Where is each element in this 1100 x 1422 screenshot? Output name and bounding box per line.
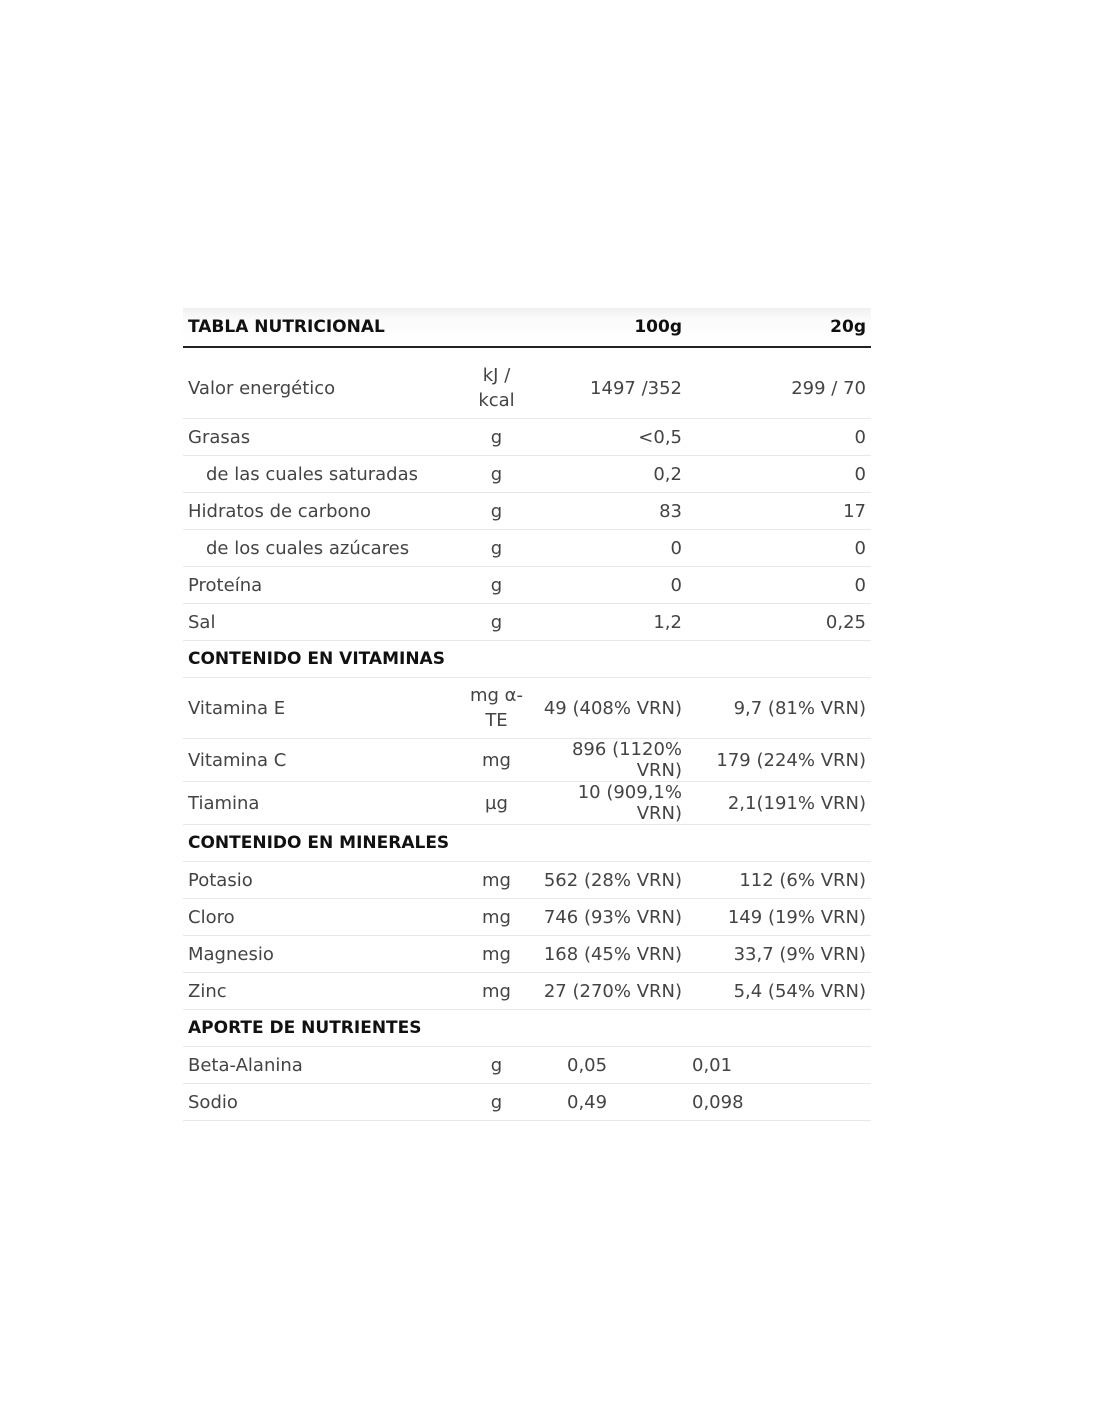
value-100g: 1,2 [533, 604, 687, 641]
table-row-saturadas [183, 456, 871, 493]
table-row-tiamina [183, 782, 871, 825]
value-20g: 0 [687, 530, 871, 567]
nutrient-name: Grasas [183, 419, 460, 456]
nutrient-unit: mg [460, 862, 533, 899]
value-20g: 0 [687, 456, 871, 493]
header-spacer [183, 347, 871, 358]
nutrient-unit: g [460, 1047, 533, 1084]
nutrient-name: Valor energético [183, 358, 460, 419]
nutrient-unit [460, 358, 533, 419]
nutrient-name: Zinc [183, 973, 460, 1010]
value-100g: 83 [533, 493, 687, 530]
section-title: CONTENIDO EN MINERALES [183, 825, 871, 862]
table-header-row [183, 308, 871, 347]
value-100g: 1497 /352 [533, 358, 687, 419]
nutrient-unit: mg [460, 739, 533, 782]
table-row-grasas [183, 419, 871, 456]
table-row-vitamina-c [183, 739, 871, 782]
nutrient-name: Cloro [183, 899, 460, 936]
table-row-magnesio [183, 936, 871, 973]
value-100g: 49 (408% VRN) [533, 678, 687, 739]
nutrient-name: Sal [183, 604, 460, 641]
value-20g: 0,25 [687, 604, 871, 641]
value-20g: 179 (224% VRN) [687, 739, 871, 782]
value-20g: 33,7 (9% VRN) [687, 936, 871, 973]
table-row-cloro [183, 899, 871, 936]
section-title: APORTE DE NUTRIENTES [183, 1010, 871, 1047]
nutrient-unit: g [460, 1084, 533, 1121]
table-row-beta-alanina [183, 1047, 871, 1084]
nutrient-unit: mg [460, 899, 533, 936]
table-row-potasio [183, 862, 871, 899]
value-20g: 0,098 [687, 1084, 871, 1121]
nutrient-unit: g [460, 604, 533, 641]
unit-line-2: kcal [478, 390, 515, 411]
value-100g: 27 (270% VRN) [533, 973, 687, 1010]
value-100g: <0,5 [533, 419, 687, 456]
value-100g: 0,49 [533, 1084, 687, 1121]
unit-line-1: kJ / [482, 365, 511, 386]
nutrient-name: Vitamina C [183, 739, 460, 782]
value-100g: 896 (1120% VRN) [533, 739, 687, 782]
value-100g: 0 [533, 530, 687, 567]
table-row-azucares [183, 530, 871, 567]
section-header-minerales [183, 825, 871, 862]
nutrient-unit: g [460, 530, 533, 567]
value-100g: 0,05 [533, 1047, 687, 1084]
section-header-nutrientes [183, 1010, 871, 1047]
table-row-sodio [183, 1084, 871, 1121]
nutrient-unit: mg [460, 936, 533, 973]
table-row-zinc [183, 973, 871, 1010]
unit-line-2: TE [485, 710, 508, 731]
nutrient-unit: mg [460, 973, 533, 1010]
section-header-vitaminas [183, 641, 871, 678]
nutrient-name: Magnesio [183, 936, 460, 973]
nutrient-unit: g [460, 456, 533, 493]
value-20g: 2,1(191% VRN) [687, 782, 871, 825]
nutrition-table [183, 308, 871, 1121]
nutrient-unit: g [460, 419, 533, 456]
column-header-100g: 100g [533, 308, 687, 347]
table-title: TABLA NUTRICIONAL [183, 308, 533, 347]
value-20g: 0 [687, 567, 871, 604]
nutrient-name: Potasio [183, 862, 460, 899]
value-20g: 112 (6% VRN) [687, 862, 871, 899]
nutrient-name: Proteína [183, 567, 460, 604]
value-20g: 17 [687, 493, 871, 530]
value-100g: 0 [533, 567, 687, 604]
value-20g: 5,4 (54% VRN) [687, 973, 871, 1010]
table-row-vitamina-e [183, 678, 871, 739]
column-header-20g: 20g [687, 308, 871, 347]
value-20g: 299 / 70 [687, 358, 871, 419]
value-100g: 562 (28% VRN) [533, 862, 687, 899]
nutrient-name: Beta-Alanina [183, 1047, 460, 1084]
nutrient-name: Sodio [183, 1084, 460, 1121]
nutrient-unit: g [460, 567, 533, 604]
value-100g: 746 (93% VRN) [533, 899, 687, 936]
nutrient-name: Vitamina E [183, 678, 460, 739]
table-row-hidratos [183, 493, 871, 530]
nutrient-unit: g [460, 493, 533, 530]
value-20g: 0,01 [687, 1047, 871, 1084]
value-20g: 0 [687, 419, 871, 456]
nutrient-name: Tiamina [183, 782, 460, 825]
value-20g: 9,7 (81% VRN) [687, 678, 871, 739]
value-100g: 0,2 [533, 456, 687, 493]
value-100g: 10 (909,1% VRN) [533, 782, 687, 825]
table-row-proteina [183, 567, 871, 604]
unit-line-1: mg α- [469, 685, 524, 706]
value-20g: 149 (19% VRN) [687, 899, 871, 936]
nutrient-name: Hidratos de carbono [183, 493, 460, 530]
table-row-sal [183, 604, 871, 641]
table-row-energy [183, 358, 871, 419]
value-100g: 168 (45% VRN) [533, 936, 687, 973]
nutrient-unit [460, 678, 533, 739]
nutrient-name: de los cuales azúcares [183, 530, 460, 567]
nutrient-name: de las cuales saturadas [183, 456, 460, 493]
section-title: CONTENIDO EN VITAMINAS [183, 641, 871, 678]
nutrient-unit: µg [460, 782, 533, 825]
